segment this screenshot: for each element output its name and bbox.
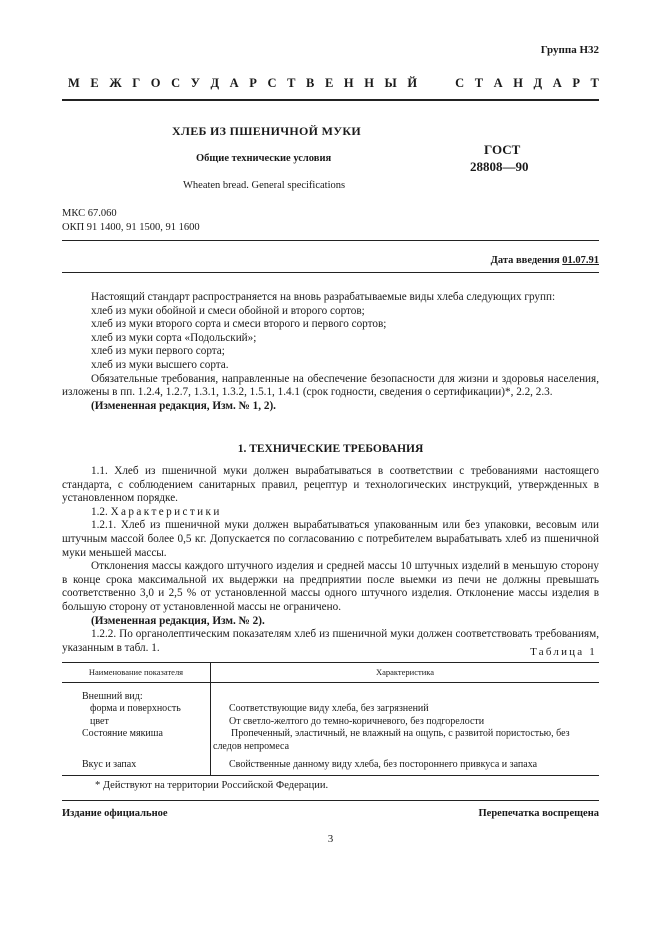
- gost-number: 28808—90: [470, 159, 529, 174]
- banner-letter: Р: [249, 76, 257, 90]
- banner-letter: А: [552, 76, 562, 90]
- section-heading: 1. ТЕХНИЧЕСКИЕ ТРЕБОВАНИЯ: [237, 443, 424, 455]
- banner-letter: Е: [90, 76, 99, 90]
- banner-letter: А: [493, 76, 503, 90]
- table-row: [62, 728, 599, 753]
- reprint-prohibited: Перепечатка воспрещена: [478, 808, 599, 819]
- row-value: Соответствующие виду хлеба, без загрязнений: [229, 703, 429, 715]
- date-value: 01.07.91: [562, 255, 599, 266]
- gost-label: ГОСТ: [484, 142, 521, 157]
- okp-code: ОКП 91 1400, 91 1500, 91 1600: [62, 222, 200, 233]
- classification-codes: [62, 207, 200, 235]
- banner-letter: Д: [210, 76, 220, 90]
- english-title: Wheaten bread. General specifications: [183, 180, 346, 191]
- banner-letter: Ы: [384, 76, 397, 90]
- banner-letter: Е: [324, 76, 334, 90]
- section1-body: [62, 465, 599, 655]
- group-item: хлеб из муки второго сорта и смеси второго и первого сортов;: [91, 318, 387, 331]
- banner-letter: М: [68, 76, 80, 90]
- banner-letter: Н: [513, 76, 523, 90]
- intro-block: [62, 291, 599, 413]
- banner-letter: Н: [364, 76, 374, 90]
- footnote: * Действуют на территории Российской Федерации.: [95, 780, 329, 791]
- mandatory-requirements: Обязательные требования, направленные на обеспечение безопасности для жизни и здоровья населения, изложены в пп. 1.2.4, 1.2.7, 1.3.1, 1.3.2, 1.5.1, 1.4.1 (срок годности, сведения о сертификации)*, 2.2, 2.3.: [62, 372, 599, 399]
- column-header-indicator: Наименование показателя: [62, 663, 211, 683]
- document-title: ХЛЕБ ИЗ ПШЕНИЧНОЙ МУКИ: [172, 124, 361, 138]
- table-row: [62, 753, 599, 776]
- mks-code: МКС 67.060: [62, 208, 117, 219]
- banner-letter: А: [229, 76, 239, 90]
- standard-banner: [68, 76, 599, 91]
- row-value: Пропеченный, эластичный, не влажный на ощупь, с развитой пористостью, без следов непромеса: [213, 728, 570, 752]
- date-rule: [62, 272, 599, 273]
- table-row: [62, 703, 599, 715]
- date-label: Дата введения: [490, 255, 560, 266]
- banner-letter: Т: [287, 76, 296, 90]
- clause-1-2-title: Характеристики: [110, 505, 222, 518]
- amendment-note-2: (Измененная редакция, Изм. № 2).: [91, 614, 265, 627]
- table-row: [62, 716, 599, 728]
- organoleptic-table: [62, 662, 599, 776]
- footer-rule: [62, 800, 599, 801]
- banner-letter: В: [306, 76, 315, 90]
- banner-letter: У: [190, 76, 200, 90]
- document-subtitle: Общие технические условия: [196, 153, 332, 164]
- codes-rule: [62, 240, 599, 241]
- row-name: Внешний вид:: [62, 683, 211, 704]
- banner-letter: Ж: [109, 76, 122, 90]
- intro-paragraph: Настоящий стандарт распространяется на вновь разрабатываемые виды хлеба следующих групп:: [91, 291, 556, 303]
- group-item: хлеб из муки обойной и смеси обойной и второго сортов;: [91, 304, 365, 317]
- row-value: От светло-желтого до темно-коричневого, без подгорелости: [229, 715, 485, 727]
- row-name: Состояние мякиша: [62, 728, 211, 753]
- group-item: хлеб из муки сорта «Подольский»;: [91, 331, 257, 344]
- banner-letter: Й: [407, 76, 418, 90]
- banner-rule: [62, 99, 599, 101]
- row-value: Свойственные данному виду хлеба, без постороннего привкуса и запаха: [211, 753, 600, 776]
- row-value: [211, 683, 600, 704]
- banner-letter: Т: [474, 76, 484, 90]
- banner-letter: С: [267, 76, 277, 90]
- banner-letter: Н: [343, 76, 354, 90]
- official-edition: Издание официальное: [62, 808, 168, 819]
- row-name: цвет: [62, 716, 211, 728]
- row-name: Вкус и запах: [62, 753, 211, 776]
- clause-1-2-1: 1.2.1. Хлеб из пшеничной муки должен вырабатываться упакованным или без упаковки, весовым или штучным массой более 0,5 кг. Допускается по согласованию с потребителем вырабатывать хлеб из пшеничной муки меньшей массы.: [62, 519, 599, 559]
- banner-letter: С: [171, 76, 181, 90]
- banner-letter: Р: [572, 76, 580, 90]
- banner-letter: Г: [132, 76, 141, 90]
- group-item: хлеб из муки высшего сорта.: [91, 358, 229, 371]
- clause-1-1: 1.1. Хлеб из пшеничной муки должен вырабатываться в соответствии с требованиями настоящего стандарта, с соблюдением санитарных правил, рецептур и технологических инструкций, утвержденных в установленном порядке.: [62, 465, 599, 505]
- banner-letter: [428, 76, 431, 91]
- group-item: хлеб из муки первого сорта;: [91, 345, 225, 358]
- group-code: Группа Н32: [540, 44, 599, 56]
- banner-letter: С: [455, 76, 465, 90]
- table-caption: Таблица 1: [530, 646, 597, 658]
- table-row: [62, 683, 599, 704]
- banner-letter: Д: [533, 76, 543, 90]
- page-number: 3: [327, 833, 334, 845]
- banner-letter: Т: [590, 76, 599, 90]
- introduction-date: [491, 255, 599, 266]
- banner-letter: [441, 76, 444, 91]
- clause-1-2-number: 1.2.: [91, 505, 108, 518]
- column-header-characteristic: Характеристика: [211, 663, 600, 683]
- mass-deviation-paragraph: Отклонения массы каждого штучного изделия и средней массы 10 штучных изделий в меньшую сторону в конце срока максимальной их выдержки на предприятии после выемки из печи не должны превышать соответственно 3,0 и 2,5 % от установленной массы одного штучного изделия. Отклонение массы изделия в большую сторону от установленной массы не ограничено.: [62, 560, 599, 613]
- banner-letter: О: [150, 76, 161, 90]
- clause-1-2-2: 1.2.2. По органолептическим показателям хлеб из пшеничной муки должен соответствовать требованиям, указанным в табл. 1.: [62, 628, 599, 654]
- row-name: форма и поверхность: [62, 703, 211, 715]
- clause-1-2: [62, 506, 599, 520]
- table-header-row: [62, 663, 599, 683]
- amendment-note: (Измененная редакция, Изм. № 1, 2).: [91, 399, 276, 412]
